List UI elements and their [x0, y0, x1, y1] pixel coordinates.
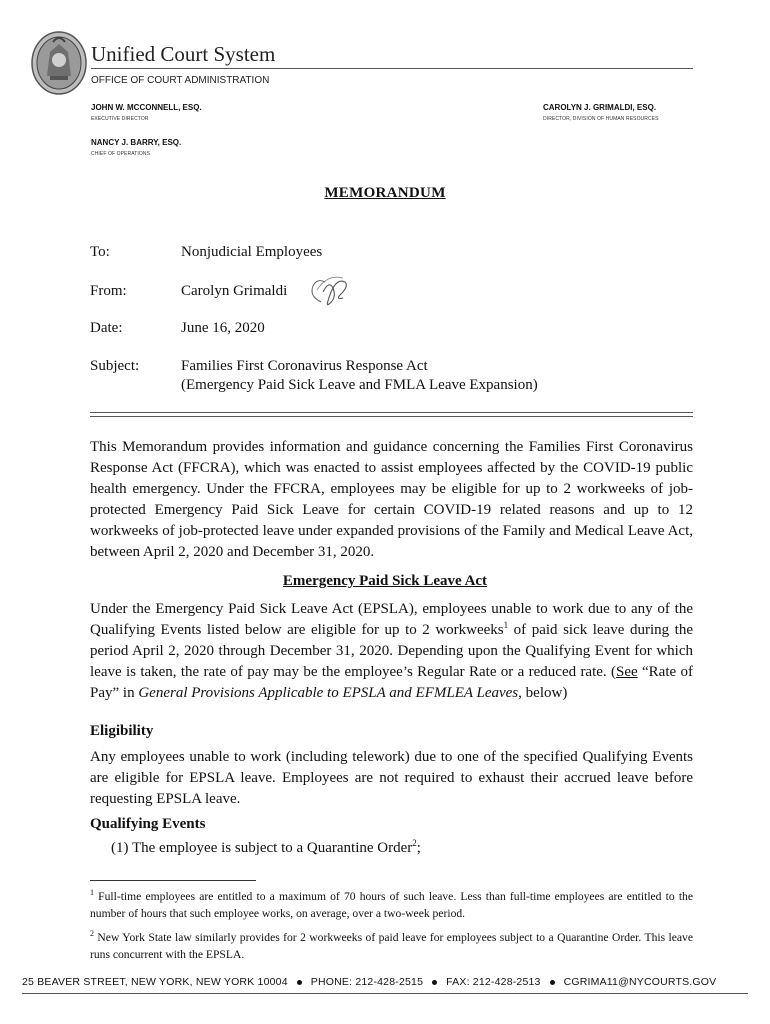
signature-initials	[303, 272, 353, 312]
court-seal-logo	[30, 30, 88, 96]
subject-label: Subject:	[90, 358, 140, 374]
official-name: JOHN W. MCCONNELL, ESQ.	[91, 103, 202, 112]
header-divider	[91, 68, 693, 69]
eligibility-paragraph: Any employees unable to work (including telework) due to one of the specified Qualifying Events are eligible for EPSLA leave. Employees are not required to exhaust their accrued leave before requesting EPSLA leave.	[90, 749, 693, 807]
section-title: Emergency Paid Sick Leave Act	[282, 573, 488, 589]
footer-email: CGRIMA11@NYCOURTS.GOV	[563, 976, 717, 988]
official-title: EXECUTIVE DIRECTOR	[91, 116, 149, 122]
office-name: OFFICE OF COURT ADMINISTRATION	[91, 75, 270, 86]
footer-address: 25 BEAVER STREET, NEW YORK, NEW YORK 10004	[22, 976, 288, 988]
footer-fax: FAX: 212-428-2513	[446, 976, 541, 988]
official-title: DIRECTOR, DIVISION OF HUMAN RESOURCES	[543, 116, 659, 122]
subject-line-1: Families First Coronavirus Response Act	[181, 358, 428, 374]
memo-title: MEMORANDUM	[324, 185, 446, 201]
list-item: (1) The employee is subject to a Quarantine Order$^2$;	[111, 838, 421, 856]
epsla-paragraph: Under the Emergency Paid Sick Leave Act (EPSLA), employees unable to work due to any of the Qualifying Events listed below are eligible for up to 2 workweeks$^1$ of paid sick leave during the period April 2, 2020 through December 31, 2020. Depending upon the Qualifying Event for which leave is taken, the rate of pay may be the employee’s Regular Rate or a reduced rate. (See “Rate of Pay” in General Provisions Applicable to EPSLA and EFMLEA Leaves, below)	[90, 601, 694, 701]
to-value: Nonjudicial Employees	[181, 244, 323, 260]
bullet-icon	[550, 980, 555, 985]
footnote-2: $^2$ New York State law similarly provides for 2 workweeks of paid leave for employees subject to a Quarantine Order. This leave runs concurrent with the EPSLA.	[90, 929, 693, 961]
footnote-1: $^1$ Full-time employees are entitled to a maximum of 70 hours of such leave. Less than full-time employees are entitled to the number of hours that such employee works, on average, over a two-week period.	[90, 888, 693, 920]
to-label: To:	[90, 244, 110, 260]
bullet-icon	[297, 980, 302, 985]
date-label: Date:	[90, 320, 123, 336]
footnote-divider	[90, 880, 256, 881]
footnote-ref: 1	[503, 620, 509, 630]
org-title: Unified Court System	[91, 42, 276, 66]
footer-divider	[22, 993, 748, 994]
header-double-divider	[90, 412, 693, 417]
footer-phone: PHONE: 212-428-2515	[310, 976, 424, 988]
general-provisions-ref: General Provisions Applicable to EPSLA and EFMLEA Leaves	[138, 685, 519, 701]
bullet-icon	[432, 980, 437, 985]
qualifying-events-heading: Qualifying Events	[90, 816, 206, 832]
footnote-ref: 2	[412, 838, 417, 848]
subject-line-2: (Emergency Paid Sick Leave and FMLA Leave Expansion)	[181, 377, 538, 393]
see-link-text: See	[616, 664, 638, 680]
date-value: June 16, 2020	[181, 320, 265, 336]
official-name: NANCY J. BARRY, ESQ.	[91, 138, 182, 147]
from-label: From:	[90, 283, 127, 299]
eligibility-heading: Eligibility	[90, 723, 154, 739]
official-title: CHIEF OF OPERATIONS	[91, 151, 151, 157]
official-name: CAROLYN J. GRIMALDI, ESQ.	[543, 103, 657, 112]
from-value: Carolyn Grimaldi	[181, 283, 288, 299]
intro-paragraph: This Memorandum provides information and guidance concerning the Families First Coronavirus Response Act (FFCRA), which was enacted to assist employees affected by the COVID-19 public health emergency. Under the FFCRA, employees may be eligible for up to 2 workweeks of job-protected Emergency Paid Sick Leave for certain COVID-19 related reasons and up to 12 workweeks of job-protected leave under expanded provisions of the Family and Medical Leave Act, between April 2, 2020 and December 31, 2020.	[90, 439, 693, 560]
footer-contact	[22, 976, 748, 988]
